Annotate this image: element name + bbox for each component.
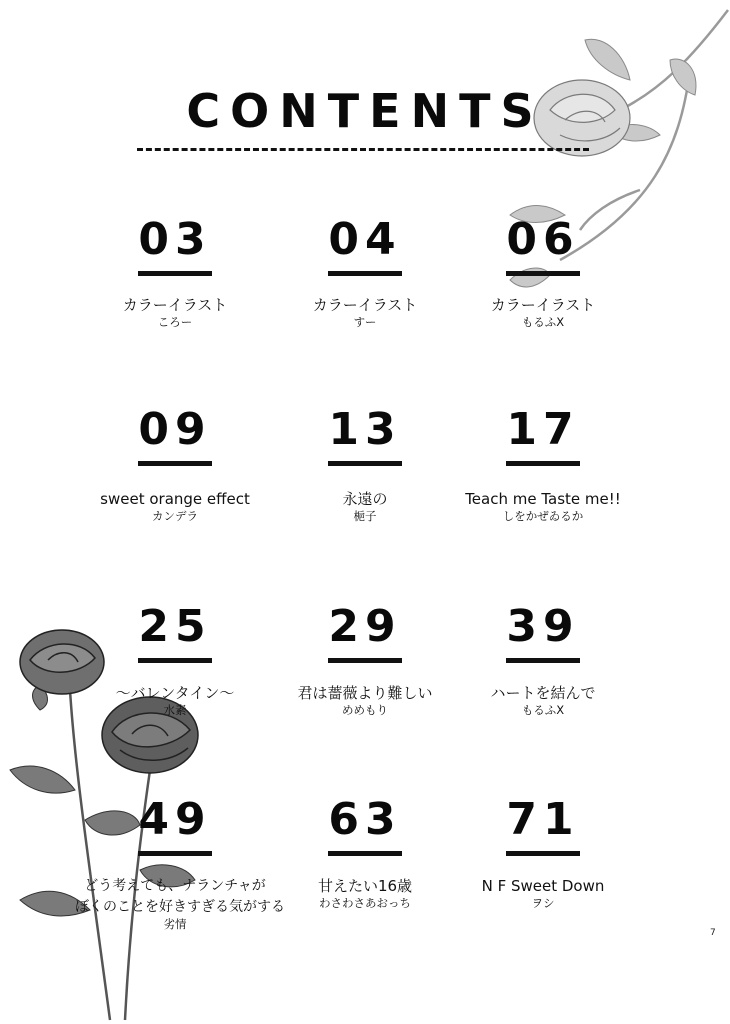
toc-entry[interactable] bbox=[443, 215, 643, 330]
number-underline bbox=[506, 271, 580, 276]
entry-title: カラーイラスト bbox=[312, 296, 418, 314]
page-number: 29 bbox=[328, 601, 402, 652]
entry-author: ころー bbox=[157, 315, 193, 329]
entry-author: ヲシ bbox=[531, 896, 555, 910]
number-underline bbox=[506, 851, 580, 856]
toc-entry[interactable] bbox=[265, 405, 465, 524]
toc-entry[interactable] bbox=[265, 795, 465, 911]
toc-entry[interactable] bbox=[443, 795, 643, 911]
contents-heading: CONTENTS bbox=[186, 84, 544, 138]
number-underline bbox=[328, 658, 402, 663]
toc-entry[interactable] bbox=[75, 215, 275, 330]
entry-author: 劣情 bbox=[163, 917, 187, 931]
toc-entry[interactable] bbox=[75, 602, 275, 718]
entry-author: わさわさあおっち bbox=[319, 896, 411, 910]
entry-author: もるふX bbox=[521, 703, 565, 717]
entry-title: 君は薔薇より難しい bbox=[297, 684, 433, 702]
page-number: 03 bbox=[138, 214, 212, 265]
entry-title: カラーイラスト bbox=[490, 296, 596, 314]
entry-author: すー bbox=[353, 315, 377, 329]
page-number: 71 bbox=[506, 794, 580, 845]
entry-title: どう考えても、ナランチャが bbox=[84, 878, 266, 894]
entry-title: 甘えたい16歳 bbox=[317, 877, 413, 895]
page-number: 49 bbox=[138, 794, 212, 845]
page-number-footer: 7 bbox=[710, 928, 716, 938]
number-underline bbox=[138, 271, 212, 276]
toc-entry[interactable] bbox=[265, 215, 465, 330]
entry-title-line2: ぼくのことを好きすぎる気がする bbox=[75, 899, 285, 915]
entry-author: めめもり bbox=[342, 703, 388, 717]
entry-title: N F Sweet Down bbox=[481, 877, 605, 895]
toc-entry[interactable] bbox=[443, 405, 643, 524]
entry-author: 梔子 bbox=[353, 509, 377, 523]
entry-author: しをかぜゐるか bbox=[502, 509, 584, 523]
page-number: 09 bbox=[138, 404, 212, 455]
number-underline bbox=[328, 271, 402, 276]
page-number: 25 bbox=[138, 601, 212, 652]
number-underline bbox=[138, 851, 212, 856]
page-number: 63 bbox=[328, 794, 402, 845]
number-underline bbox=[506, 658, 580, 663]
toc-entry[interactable] bbox=[265, 602, 465, 718]
heading-dashed-rule bbox=[137, 148, 589, 151]
page-number: 17 bbox=[506, 404, 580, 455]
page-number: 13 bbox=[328, 404, 402, 455]
number-underline bbox=[328, 851, 402, 856]
toc-entry[interactable] bbox=[443, 602, 643, 718]
entry-title: ～バレンタイン～ bbox=[115, 684, 235, 702]
entry-title: カラーイラスト bbox=[122, 296, 228, 314]
entry-author: もるふX bbox=[521, 315, 565, 329]
number-underline bbox=[138, 658, 212, 663]
entry-title: Teach me Taste me!! bbox=[465, 490, 621, 508]
entry-title: 永遠の bbox=[342, 490, 388, 508]
page-number: 04 bbox=[328, 214, 402, 265]
entry-author: カンデラ bbox=[152, 509, 198, 523]
page-number: 39 bbox=[506, 601, 580, 652]
entry-title: ハートを結んで bbox=[490, 684, 596, 702]
page-number: 06 bbox=[506, 214, 580, 265]
toc-entry[interactable] bbox=[75, 405, 275, 524]
number-underline bbox=[328, 461, 402, 466]
number-underline bbox=[506, 461, 580, 466]
entry-title: sweet orange effect bbox=[100, 490, 250, 508]
toc-entry[interactable] bbox=[75, 794, 285, 932]
number-underline bbox=[138, 461, 212, 466]
entry-author: 水素 bbox=[163, 703, 187, 717]
